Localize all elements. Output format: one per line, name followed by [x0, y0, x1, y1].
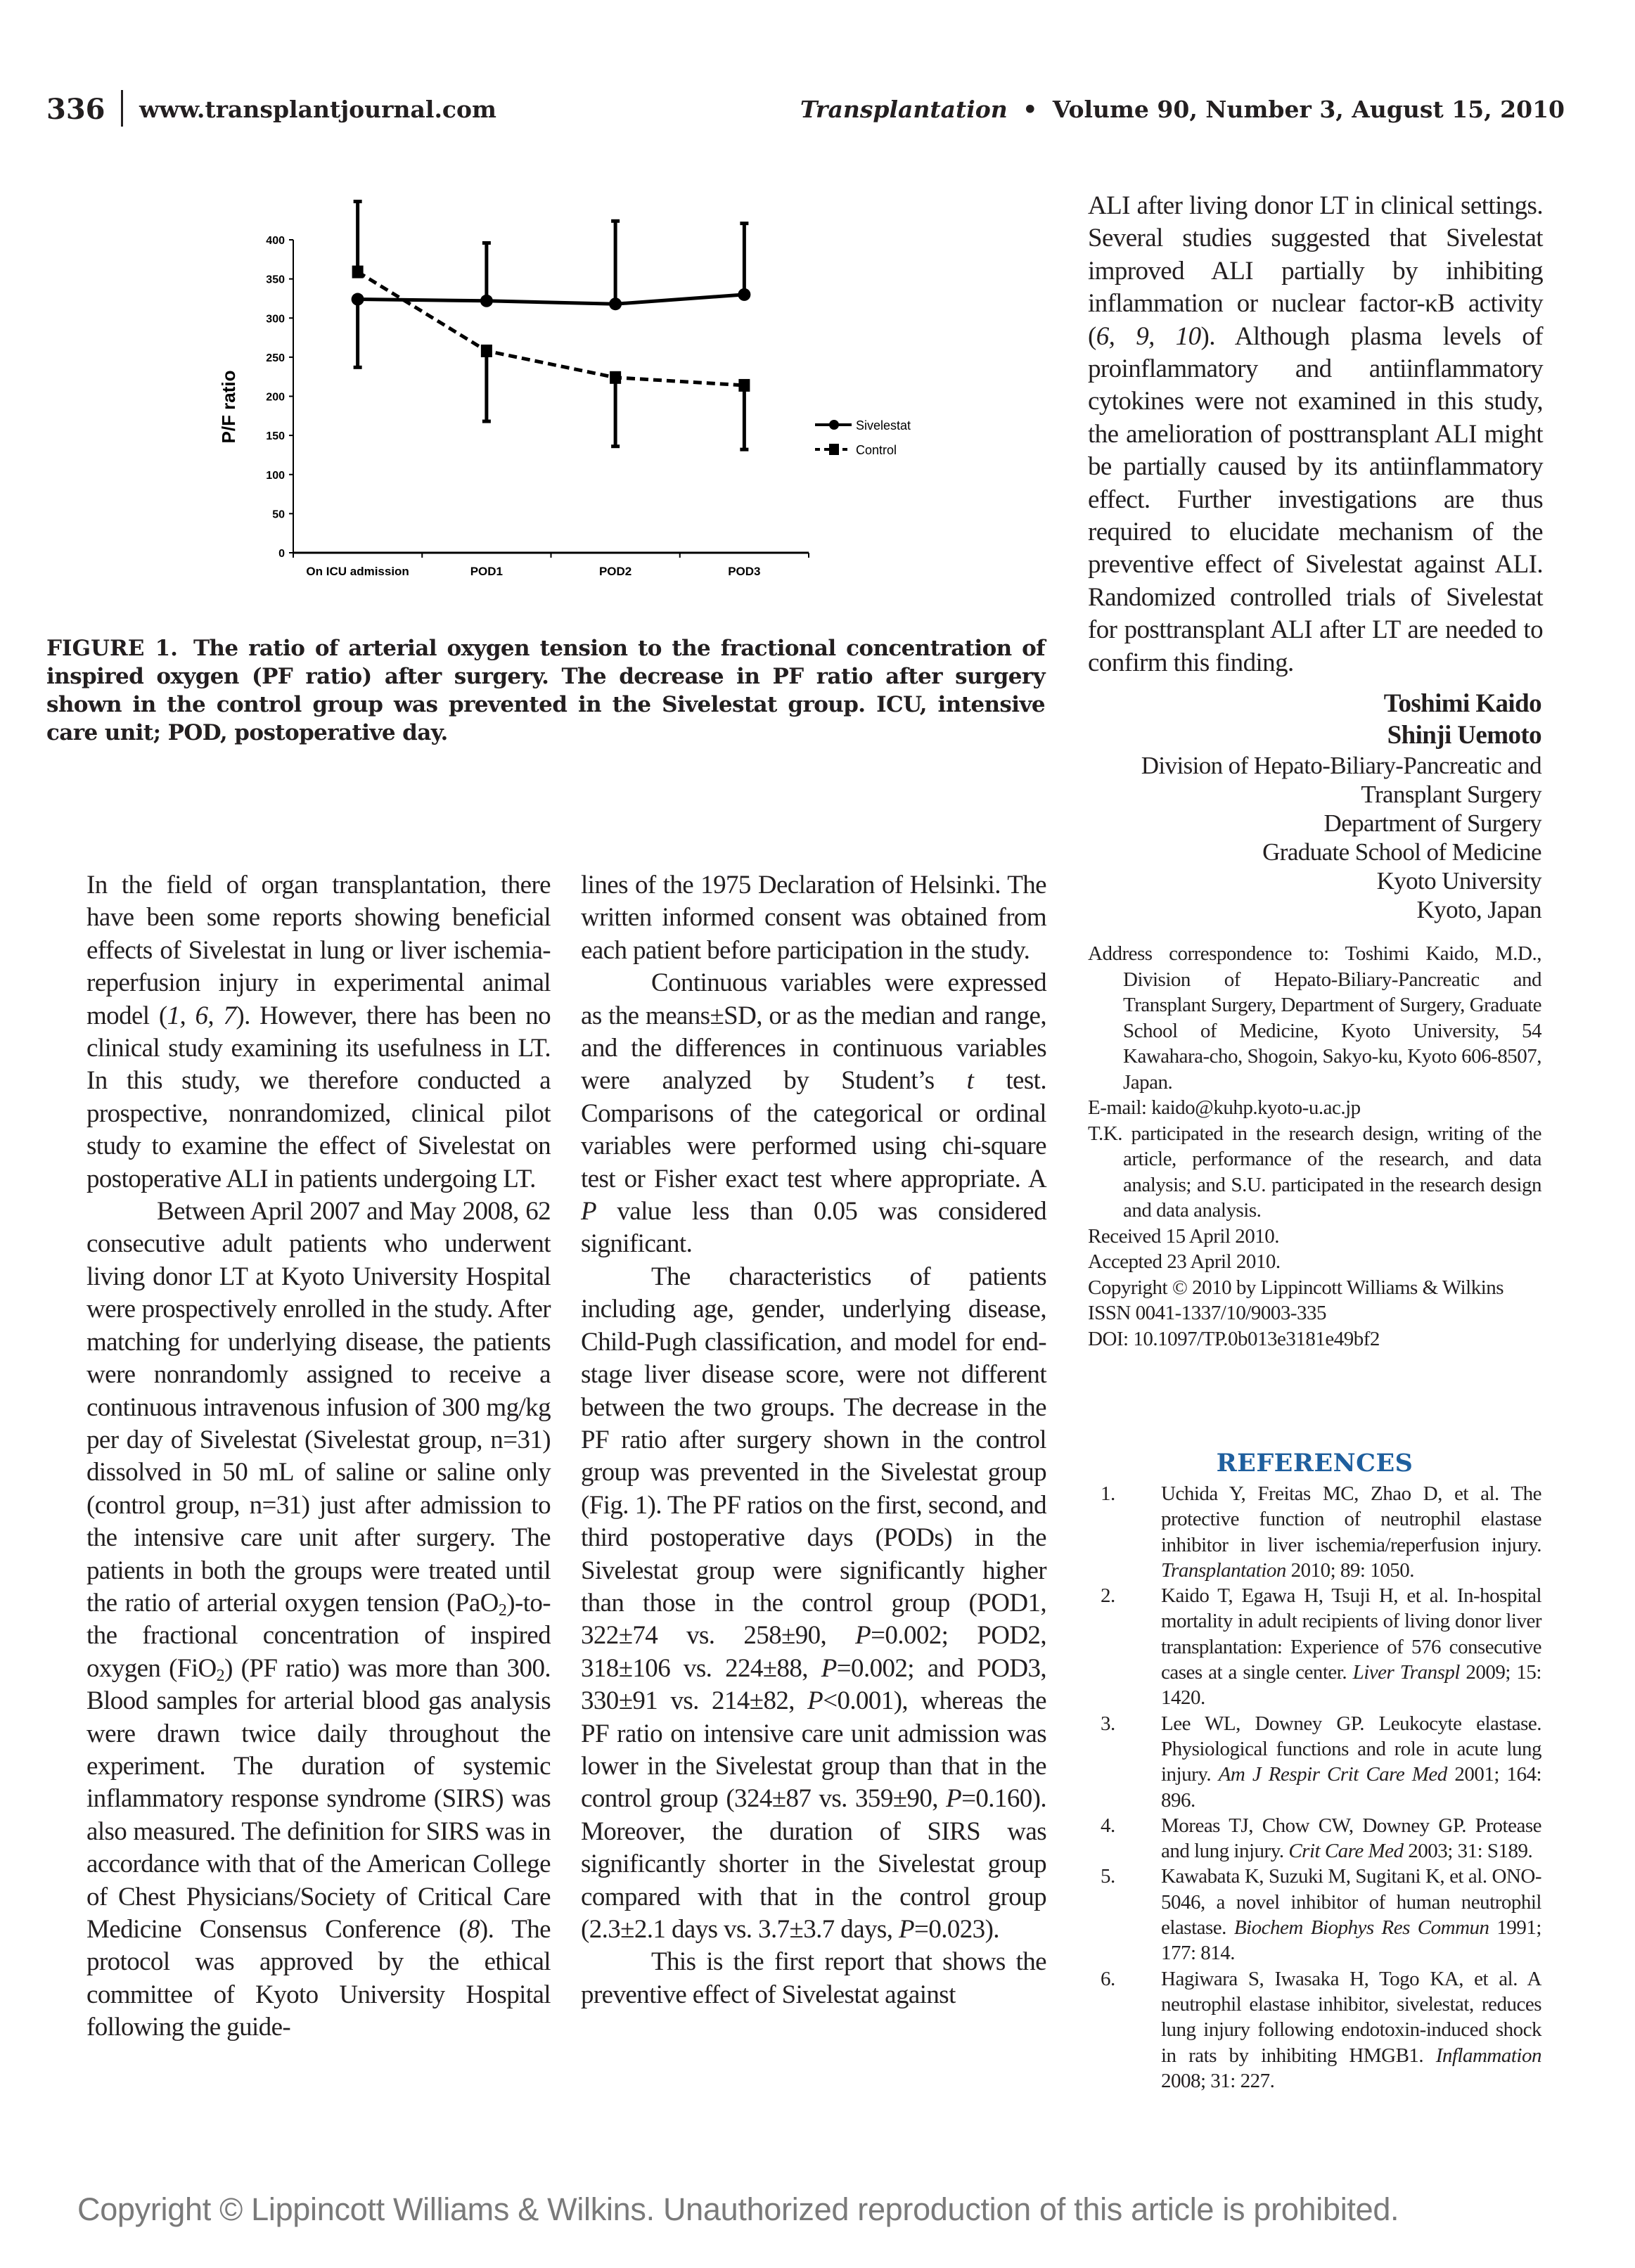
email-link[interactable]: E-mail: kaido@kuhp.kyoto-u.ac.jp — [1088, 1096, 1361, 1119]
header-divider — [121, 90, 123, 127]
y-tick-label: 250 — [266, 352, 285, 364]
x-tick-label: On ICU admission — [306, 565, 409, 578]
reference-item[interactable]: 1. Uchida Y, Freitas MC, Zhao D, et al. The protective function of neutrophil elastase inhibitor in liver ischemia/reperfusion injury. Transplantation 2010; 89: 1050. — [1101, 1482, 1541, 1582]
doi-link[interactable]: DOI: 10.1097/TP.0b013e3181e49bf2 — [1088, 1327, 1380, 1350]
control-line — [358, 272, 745, 385]
citation[interactable]: 6, 9, 10 — [1096, 321, 1201, 351]
running-head — [46, 90, 1565, 132]
y-tick-label: 400 — [266, 235, 285, 247]
references-list — [1088, 1481, 1541, 2094]
sivelestat-line — [358, 295, 745, 304]
copyright-footer: Copyright © Lippincott Williams & Wilkins. Unauthorized reproduction of this article is prohibited. — [77, 2191, 1399, 2227]
affiliation-line: Kyoto, Japan — [1416, 896, 1541, 923]
journal-name: Transplantation — [800, 96, 1008, 123]
figure-1-chart — [211, 190, 1090, 640]
page-number: 336 — [46, 93, 105, 126]
bullet-separator: • — [1022, 96, 1038, 123]
y-tick-label: 300 — [266, 313, 285, 326]
affiliation-line: Division of Hepato-Biliary-Pancreatic and — [1141, 752, 1541, 779]
affiliation-line: Graduate School of Medicine — [1262, 838, 1541, 866]
body-column-middle — [581, 869, 1046, 2011]
sivelestat-marker — [352, 293, 364, 306]
reference-item[interactable]: 6. Hagiwara S, Iwasaka H, Togo KA, et al. A neutrophil elastase inhibitor, sivelestat, reduces lung injury following endotoxin-induced shock in rats by inhibiting HMGB1. Inflammation 2008; 31: 227. — [1101, 1967, 1541, 2092]
accepted-date: Accepted 23 April 2010. — [1088, 1250, 1281, 1273]
reference-item[interactable]: 5. Kawabata K, Suzuki M, Sugitani K, et al. ONO-5046, a novel inhibitor of human neutrophil elastase. Biochem Biophys Res Commun 1991; 177: 814. — [1101, 1865, 1541, 1965]
caption-text: The ratio of arterial oxygen tension to the fractional concentration of inspired oxygen (PF ratio) after surgery. The decrease in PF ratio after surgery shown in the control group was prevented in the Sivelestat group. ICU, intensive care unit; POD, postoperative day. — [46, 636, 1045, 745]
author-name: Shinji Uemoto — [1387, 721, 1541, 750]
x-tick-label: POD1 — [470, 565, 504, 578]
issn: ISSN 0041-1337/10/9003-335 — [1088, 1302, 1327, 1324]
issue-info: Volume 90, Number 3, August 15, 2010 — [1052, 96, 1565, 123]
author-name: Toshimi Kaido — [1383, 689, 1541, 718]
author-signature — [1088, 688, 1541, 924]
legend-sivelestat: Sivelestat — [856, 418, 911, 433]
sivelestat-marker — [609, 297, 622, 310]
reference-item[interactable]: 2. Kaido T, Egawa H, Tsuji H, et al. In-hospital mortality in adult recipients of living donor liver transplantation: Experience of 576 consecutive cases at a single center. Liver Transpl 2009; 15: 1420. — [1101, 1584, 1541, 1710]
x-tick-label: POD3 — [728, 565, 761, 578]
y-tick-label: 200 — [266, 391, 285, 404]
paragraph: This is the first report that shows the preventive effect of Sivelestat against — [581, 1947, 1046, 2009]
control-marker — [352, 266, 364, 278]
body-column-right — [1088, 190, 1543, 679]
figure-caption — [46, 634, 1045, 747]
y-tick-label: 150 — [266, 430, 285, 443]
y-tick-label: 50 — [272, 508, 285, 521]
pf-ratio-line-chart — [211, 190, 1090, 640]
reference-item[interactable]: 3. Lee WL, Downey GP. Leukocyte elastase. Physiological functions and role in acute lung injury. Am J Respir Crit Care Med 2001; 164: 896. — [1101, 1712, 1541, 1812]
affiliation-line: Transplant Surgery — [1361, 781, 1541, 808]
y-tick-label: 350 — [266, 274, 285, 286]
citation[interactable]: 8 — [467, 1915, 480, 1944]
control-marker — [610, 371, 621, 384]
received-date: Received 15 April 2010. — [1088, 1224, 1280, 1248]
y-tick-label: 100 — [266, 469, 285, 482]
figure-label: FIGURE 1. — [46, 636, 178, 661]
copyright-note: Copyright © 2010 by Lippincott Williams & Wilkins — [1088, 1276, 1504, 1299]
control-marker — [481, 345, 492, 357]
reference-item[interactable]: 4. Moreas TJ, Chow CW, Downey GP. Protease and lung injury. Crit Care Med 2003; 31: S189. — [1101, 1814, 1541, 1863]
body-column-left — [86, 869, 551, 2044]
y-tick-label: 0 — [278, 548, 285, 560]
citation[interactable]: 1, 6, 7 — [167, 1001, 236, 1030]
y-axis-label: P/F ratio — [218, 370, 239, 444]
legend-control: Control — [856, 443, 897, 457]
sivelestat-marker — [738, 288, 750, 301]
paragraph: lines of the 1975 Declaration of Helsinki. The written informed consent was obtained from each patient before participation in the study. — [581, 871, 1046, 965]
author-contributions: T.K. participated in the research design, writing of the article, performance of the research, and data analysis; and S.U. participated in the research design and data analysis. — [1088, 1122, 1541, 1222]
paragraph: Continuous variables were expressed as the means±SD, or as the median and range, and the differences in continuous variables were analyzed by Student’s t test. Comparisons of the categorical or ordinal variables were performed using chi-square test or Fisher exact test where appropriate. A P value less than 0.05 was considered significant. — [581, 968, 1047, 1259]
control-marker — [738, 379, 750, 392]
paragraph: ALI after living donor LT in clinical settings. Several studies suggested that Sivelestat improved ALI partially by inhibiting inflammation or nuclear factor-κB activity (6, 9, 10). Although plasma levels of proinflammatory and antiinflammatory cytokines were not examined in this study, the amelioration of posttransplant ALI might be partially caused by its antiinflammatory effect. Further investigations are thus required to elucidate mechanism of the preventive effect of Sivelestat against ALI. Randomized controlled trials of Sivelestat for posttransplant ALI after LT are needed to confirm this finding. — [1088, 191, 1543, 677]
journal-citation — [800, 96, 1565, 123]
journal-url[interactable]: www.transplantjournal.com — [139, 96, 496, 123]
sivelestat-marker — [480, 295, 493, 307]
references-heading: REFERENCES — [1216, 1449, 1413, 1478]
affiliation-line: Kyoto University — [1376, 867, 1541, 895]
affiliation-line: Department of Surgery — [1323, 809, 1541, 837]
paragraph: In the field of organ transplantation, there have been some reports showing beneficial effects of Sivelestat in lung or liver ischemia-reperfusion injury in experimental animal model (1, 6, 7). However, there has been no clinical study examining its usefulness in LT. In this study, we therefore conducted a prospective, nonrandomized, clinical pilot study to examine the effect of Sivelestat on postoperative ALI in patients undergoing LT. — [86, 871, 551, 1193]
paragraph: The characteristics of patients including age, gender, underlying disease, Child-Pugh classification, and model for end-stage liver disease score, were not different between the two groups. The decrease in the PF ratio after surgery shown in the control group was prevented in the Sivelestat group (Fig. 1). The PF ratios on the first, second, and third postoperative days (PODs) in the Sivelestat group were significantly higher than those in the control group (POD1, 322±74 vs. 258±90, P=0.002; POD2, 318±106 vs. 224±88, P=0.002; and POD3, 330±91 vs. 214±82, P<0.001), whereas the PF ratio on intensive care unit admission was lower in the Sivelestat group than that in the control group (324±87 vs. 359±90, P=0.160). Moreover, the duration of SIRS was significantly shorter in the Sivelestat group compared with that in the control group (2.3±2.1 days vs. 3.7±3.7 days, P=0.023). — [581, 1262, 1046, 1944]
correspondence-address: Address correspondence to: Toshimi Kaido, M.D., Division of Hepato-Biliary-Pancreatic and Transplant Surgery, Department of Surgery, Graduate School of Medicine, Kyoto University, 54 Kawahara-cho, Shogoin, Sakyo-ku, Kyoto 606-8507, Japan. — [1088, 942, 1541, 1094]
paragraph: Between April 2007 and May 2008, 62 consecutive adult patients who underwent living donor LT at Kyoto University Hospital were prospectively enrolled in the study. After matching for underlying disease, the patients were nonrandomly assigned to receive a continuous intravenous infusion of 300 mg/kg per day of Sivelestat (Sivelestat group, n=31) dissolved in 50 mL of saline or saline only (control group, n=31) just after admission to the intensive care unit after surgery. The patients in both the groups were treated until the ratio of arterial oxygen tension (PaO$_2$)-to-the fractional concentration of inspired oxygen (FiO$_2$) (PF ratio) was more than 300. Blood samples for arterial blood gas analysis were drawn twice daily throughout the experiment. The duration of systemic inflammatory response syndrome (SIRS) was also measured. The definition for SIRS was in accordance with that of the American College of Chest Physicians/Society of Critical Care Medicine Consensus Conference (8). The protocol was approved by the ethical committee of Kyoto University Hospital following the guide- — [86, 1197, 551, 2042]
x-tick-label: POD2 — [598, 565, 632, 578]
article-notes — [1088, 941, 1541, 1352]
